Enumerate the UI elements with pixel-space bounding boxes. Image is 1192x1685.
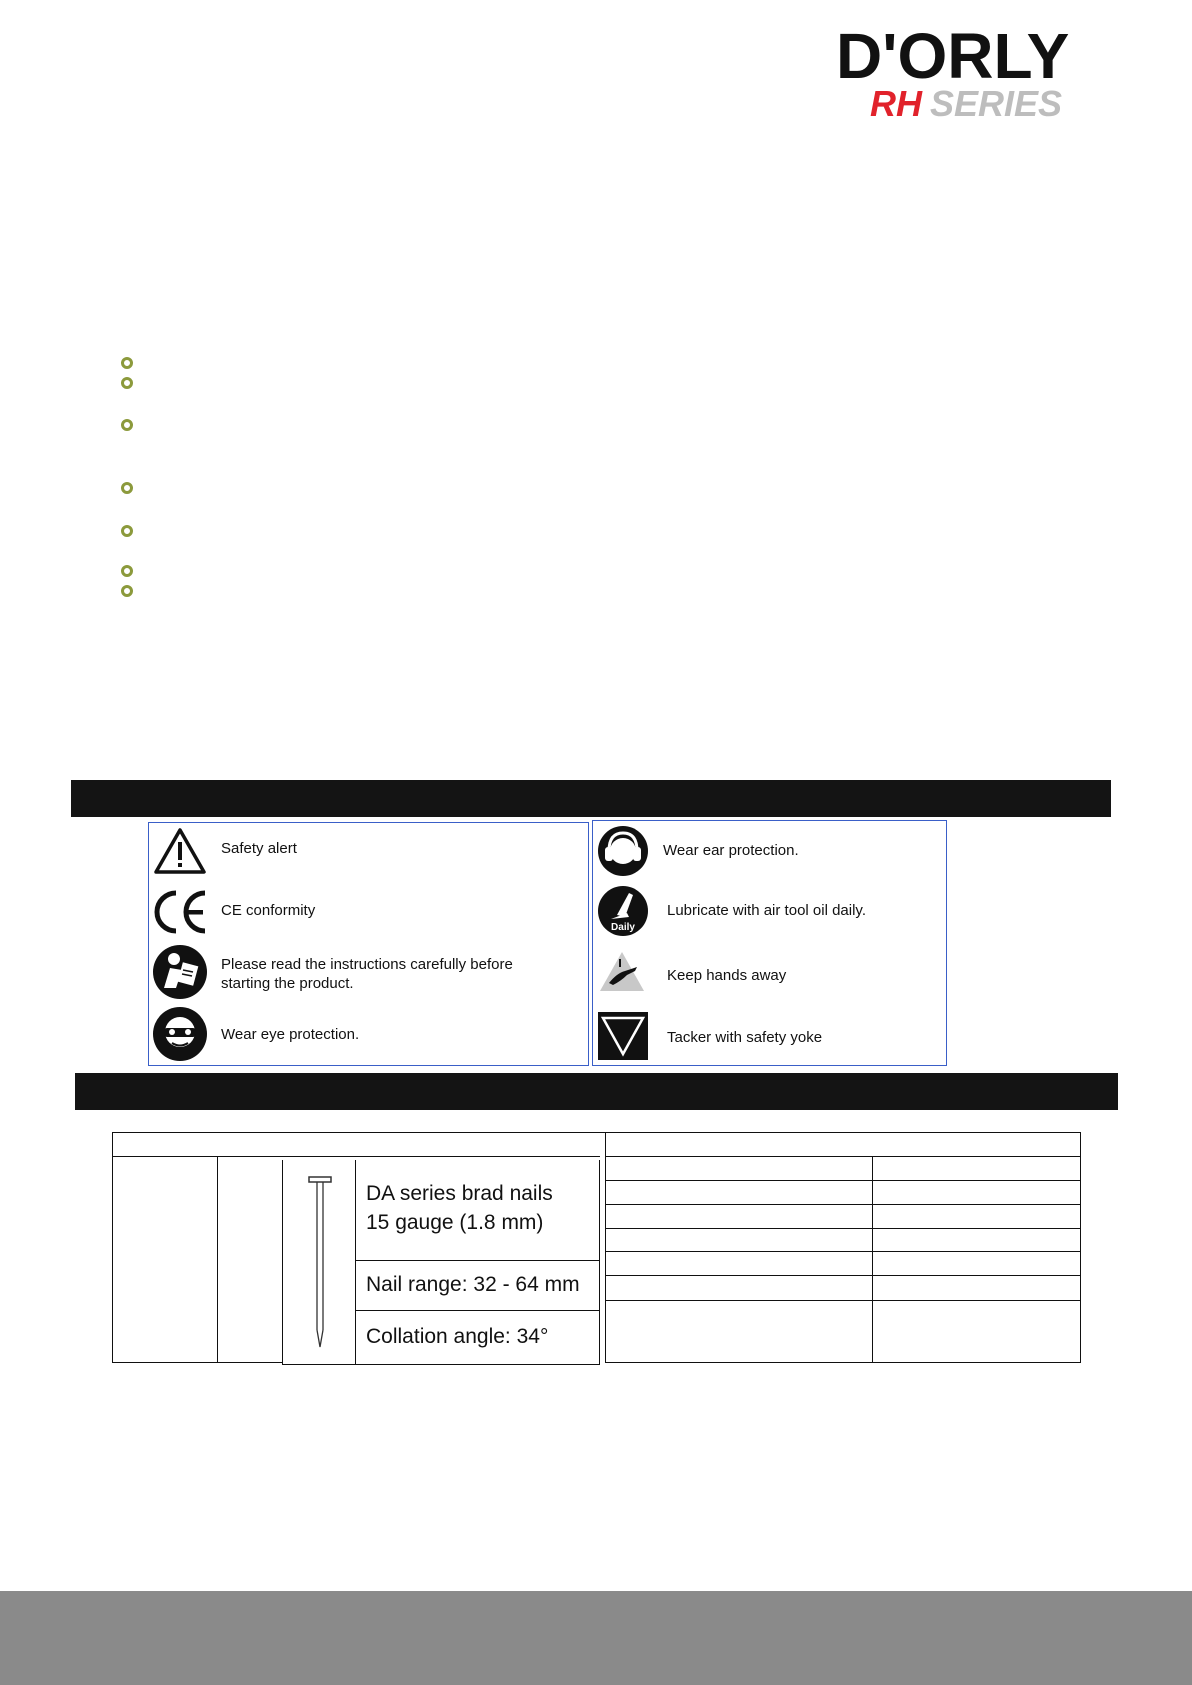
ce-mark-icon	[151, 887, 209, 937]
read-manual-icon	[152, 944, 208, 1000]
hand-warning-icon	[597, 949, 647, 995]
brad-nail-icon	[300, 1175, 340, 1350]
logo-series-word: SERIES	[930, 83, 1063, 120]
symbol-label-ear: Wear ear protection.	[663, 842, 799, 859]
symbols-panel-left	[148, 822, 589, 1066]
nail-gauge-text: 15 gauge (1.8 mm)	[366, 1211, 544, 1234]
eye-protection-icon	[152, 1006, 208, 1062]
symbol-label-oil: Lubricate with air tool oil daily.	[667, 902, 866, 919]
nail-range-text: Nail range: 32 - 64 mm	[366, 1273, 580, 1296]
ear-protection-icon	[597, 825, 649, 877]
logo-series-code: RH	[870, 83, 922, 120]
nail-series-text: DA series brad nails	[366, 1182, 553, 1205]
symbol-label-eye: Wear eye protection.	[221, 1026, 360, 1043]
symbol-label-yoke: Tacker with safety yoke	[667, 1029, 823, 1046]
bullet-icon	[120, 524, 134, 538]
bullet-icon	[120, 418, 134, 432]
symbols-panel-right	[592, 820, 947, 1066]
section-bar-symbols	[71, 780, 1111, 817]
oil-daily-text: Daily	[611, 922, 635, 933]
bullet-icon	[120, 356, 134, 370]
symbol-label-read-manual-2: starting the product.	[221, 975, 354, 992]
section-bar-specs	[75, 1073, 1118, 1110]
nail-angle-text: Collation angle: 34°	[366, 1325, 549, 1348]
bullet-icon	[120, 584, 134, 598]
bullet-icon	[120, 481, 134, 495]
logo-top-text: D'ORLY	[836, 20, 1070, 92]
symbol-label-ce: CE conformity	[221, 902, 316, 919]
bullet-icon	[120, 564, 134, 578]
oil-can-icon	[597, 885, 649, 937]
symbol-label-hands: Keep hands away	[667, 967, 787, 984]
symbol-label-safety-alert: Safety alert	[221, 840, 297, 857]
symbol-label-read-manual-1: Please read the instructions carefully before	[221, 956, 513, 973]
footer-bar	[0, 1591, 1192, 1685]
safety-yoke-icon	[597, 1011, 649, 1061]
bullet-icon	[120, 376, 134, 390]
brand-logo	[826, 20, 1166, 120]
warning-triangle-icon	[153, 827, 207, 875]
